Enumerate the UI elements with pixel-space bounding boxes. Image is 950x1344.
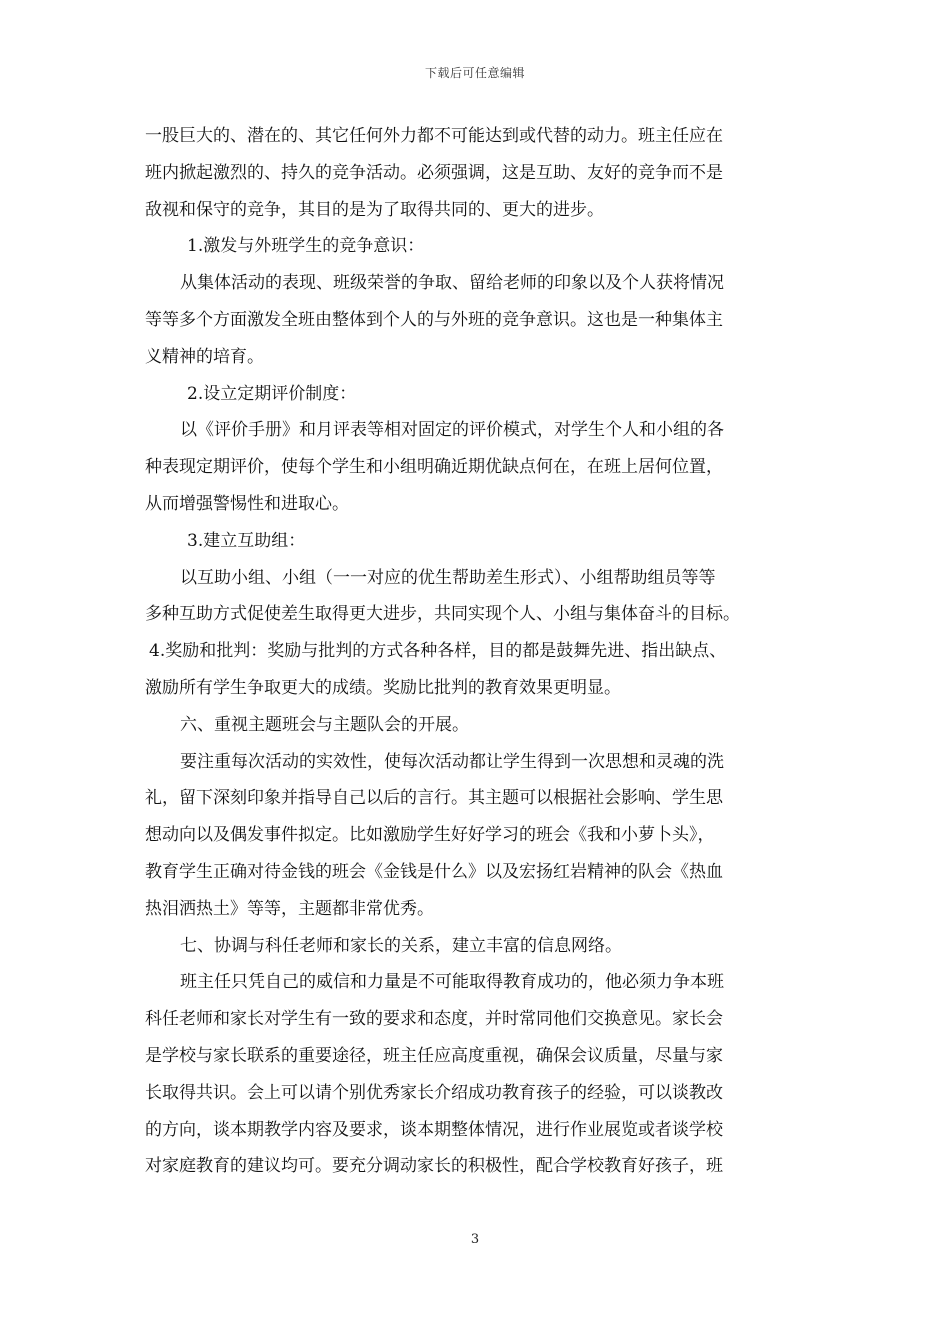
text-line: 班内掀起激烈的、持久的竞争活动。必须强调，这是互助、友好的竞争而不是: [145, 162, 723, 183]
text-line: 3.建立互助组：: [187, 530, 306, 551]
text-line: 1.激发与外班学生的竞争意识：: [187, 236, 425, 257]
text-line: 对家庭教育的建议均可。要充分调动家长的积极性，配合学校教育好孩子，班: [145, 1156, 723, 1177]
text-line: 热泪洒热土》等等，主题都非常优秀。: [145, 898, 434, 919]
text-line: 班主任只凭自己的威信和力量是不可能取得教育成功的，他必须力争本班: [180, 972, 724, 993]
text-line: 4.奖励和批判：奖励与批判的方式各种各样，目的都是鼓舞先进、指出缺点、: [149, 641, 727, 662]
text-line: 礼，留下深刻印象并指导自己以后的言行。其主题可以根据社会影响、学生思: [145, 788, 723, 809]
text-line: 敌视和保守的竞争，其目的是为了取得共同的、更大的进步。: [145, 199, 604, 220]
text-line: 等等多个方面激发全班由整体到个人的与外班的竞争意识。这也是一种集体主: [145, 309, 723, 330]
text-line: 从集体活动的表现、班级荣誉的争取、留给老师的印象以及个人获将情况: [180, 273, 724, 294]
text-line: 是学校与家长联系的重要途径，班主任应高度重视，确保会议质量，尽量与家: [145, 1045, 723, 1066]
page-header: 下载后可任意编辑: [424, 66, 525, 80]
text-line: 以互助小组、小组（一一对应的优生帮助差生形式）、小组帮助组员等等: [180, 567, 716, 588]
text-line: 2.设立定期评价制度：: [187, 383, 357, 404]
text-line: 从而增强警惕性和进取心。: [145, 493, 349, 514]
text-line: 要注重每次活动的实效性，使每次活动都让学生得到一次思想和灵魂的洗: [180, 751, 724, 772]
page-number: 3: [470, 1232, 480, 1247]
text-line: 激励所有学生争取更大的成绩。奖励比批判的教育效果更明显。: [145, 677, 621, 698]
text-line: 科任老师和家长对学生有一致的要求和态度，并时常同他们交换意见。家长会: [145, 1009, 723, 1030]
text-line: 种表现定期评价，使每个学生和小组明确近期优缺点何在，在班上居何位置，: [145, 457, 723, 478]
text-line: 多种互助方式促使差生取得更大进步，共同实现个人、小组与集体奋斗的目标。: [145, 604, 740, 625]
text-line: 六、重视主题班会与主题队会的开展。: [180, 714, 469, 735]
text-line: 长取得共识。会上可以请个别优秀家长介绍成功教育孩子的经验，可以谈教改: [145, 1082, 723, 1103]
text-line: 的方向，谈本期教学内容及要求，谈本期整体情况，进行作业展览或者谈学校: [145, 1119, 723, 1140]
text-line: 一股巨大的、潜在的、其它任何外力都不可能达到或代替的动力。班主任应在: [145, 126, 723, 146]
text-line: 以《评价手册》和月评表等相对固定的评价模式，对学生个人和小组的各: [180, 420, 724, 441]
document-body: [145, 118, 825, 1185]
text-line: 想动向以及偶发事件拟定。比如激励学生好好学习的班会《我和小萝卜头》，: [145, 825, 715, 846]
text-line: 七、协调与科任老师和家长的关系，建立丰富的信息网络。: [180, 935, 622, 956]
text-line: 义精神的培育。: [145, 346, 264, 367]
text-line: 教育学生正确对待金钱的班会《金钱是什么》以及宏扬红岩精神的队会《热血: [145, 861, 723, 882]
